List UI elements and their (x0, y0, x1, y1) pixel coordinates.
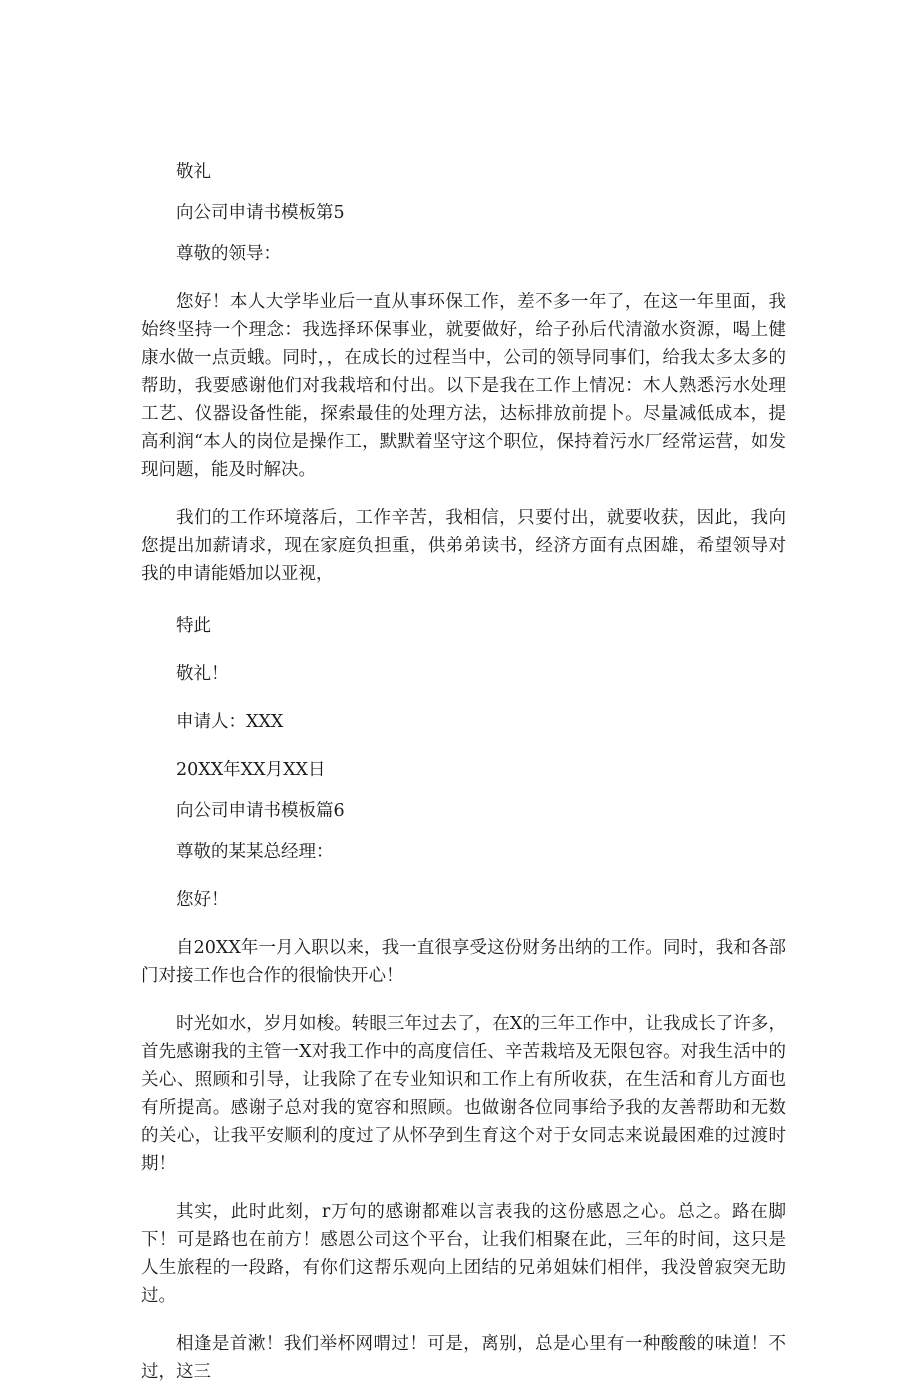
closing-salute: 敬礼 (176, 162, 211, 182)
body-paragraph: 自20XX年一月入职以来，我一直很享受这份财务出纳的工作。同时，我和各部门对接工作也合作的很愉快开心！ (141, 938, 786, 986)
salutation: 尊敬的某某总经理： (176, 842, 334, 862)
section-heading-5: 向公司申请书模板第5 (176, 203, 345, 223)
greeting: 您好！ (176, 890, 229, 910)
body-paragraph: 其实，此时此刻，r万句的感谢都难以言表我的这份感恩之心。总之。路在脚下！可是路也在前方！感恩公司这个平台，让我们相聚在此，三年的时间，这只是人生旅程的一段路，有你们这帮乐观向上团结的兄弟姐妹们相伴，我没曾寂突无助过。 (141, 1202, 786, 1306)
closing-salute: 敬礼！ (176, 664, 229, 684)
applicant-line: 申请人：XXX (176, 712, 284, 732)
body-paragraph: 时光如水，岁月如梭。转眼三年过去了，在X的三年工作中，让我成长了许多，首先感谢我的主管一X对我工作中的高度信任、辛苦栽培及无限包容。对我生活中的关心、照顾和引导，让我除了在专业知识和工作上有所收获，在生活和育儿方面也有所提高。感谢子总对我的宽容和照顾。也做谢各位同事给予我的友善帮助和无数的关心，让我平安顺利的度过了从怀孕到生育这个对于女同志来说最困难的过渡时期！ (141, 1014, 786, 1174)
salutation: 尊敬的领导： (176, 244, 281, 264)
document-body (141, 158, 786, 1386)
body-paragraph: 我们的工作环境落后，工作辛苦，我相信，只要付出，就要收获，因此，我向您提出加薪请求，现在家庭负担重，供弟弟读书，经济方面有点困雄，希望领导对我的申请能婚加以亚视， (141, 508, 786, 584)
body-paragraph: 相逢是首漱！我们举杯网喟过！可是，离别，总是心里有一种酸酸的味道！不过，这三 (141, 1334, 786, 1382)
body-paragraph: 您好！本人大学毕业后一直从事环保工作，差不多一年了，在这一年里面，我始终坚持一个理念：我选择环保事业，就要做好，给子孙后代清澈水资源，喝上健康水做一点贡蛾。同时，，在成长的过程当中，公司的领导同事们，给我太多太多的帮助，我要感谢他们对我栽培和付出。以下是我在工作上情况：木人熟悉污水处理工艺、仪器设备性能，探索最佳的处理方法，达标排放前提卜。尽量减低成本，提高利润“本人的岗位是操作工，默默着坚守这个职位，保持着污水厂经常运营，如发现问题，能及时解决。 (141, 292, 786, 480)
closing-phrase: 特此 (176, 616, 211, 636)
section-heading-6: 向公司申请书模板篇6 (176, 801, 345, 821)
date-line: 20XX年XX月XX日 (176, 760, 326, 780)
